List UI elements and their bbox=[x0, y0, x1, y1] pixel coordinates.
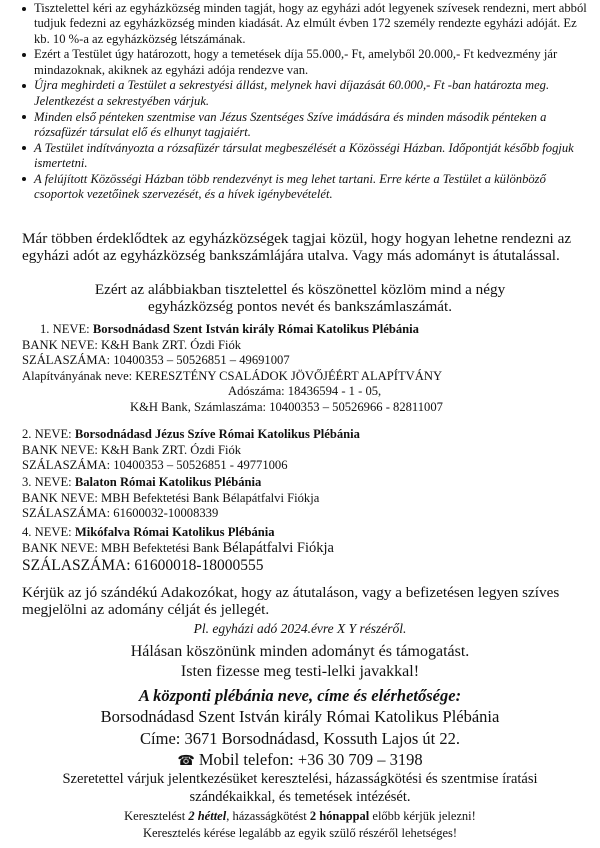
account-4 bbox=[22, 525, 592, 575]
bullet-icon bbox=[22, 177, 26, 181]
account-3-label: 3. NEVE: bbox=[22, 475, 75, 489]
intro-paragraph: Már többen érdeklődtek az egyházközségek tagjai közül, hogy hogyan lehetne rendezni az egyházi adót az egyházközség bankszámlájára utalva. Vagy más adományt is átutalással. bbox=[22, 230, 572, 264]
account-1-name-line bbox=[22, 322, 592, 338]
intro-centered-line-1: Ezért az alábbiakban tisztelettel és köszönettel közlöm mind a négy bbox=[94, 281, 506, 298]
account-2-name: Borsodnádasd Jézus Szíve Római Katolikus Plébánia bbox=[74, 427, 360, 441]
request-example: Pl. egyházi adó 2024.évre X Y részéről. bbox=[193, 621, 407, 636]
account-3-name-line bbox=[22, 475, 592, 491]
announcement-text: Minden első pénteken szentmise van Jézus Szentséges Szíve imádására és minden második pénteken a rózsafüzér társulat elő és elhunyt tagjaiért. bbox=[34, 109, 547, 139]
announcement-item bbox=[0, 47, 600, 78]
account-1-bank: BANK NEVE: K&H Bank ZRT. Ózdi Fiók bbox=[22, 337, 242, 352]
notice-text: Keresztelést bbox=[124, 809, 189, 823]
thanks-line-2: Isten fizesse meg testi-lelki javakkal! bbox=[180, 663, 420, 680]
account-3-name: Balaton Római Katolikus Plébánia bbox=[74, 475, 262, 489]
account-2-name-line bbox=[22, 427, 592, 443]
closing-line-2: szándékaikkal, és temetések intézését. bbox=[189, 789, 411, 805]
request-paragraph: Kérjük az jó szándékú Adakozókat, hogy az átutaláson, vagy a befizetésen legyen szíves megjelölni az adomány célját és jellegét. bbox=[22, 584, 560, 618]
announcement-item bbox=[0, 172, 600, 203]
closing-line-4: Keresztelés kérése legalább az egyik szülő részéről lehetséges! bbox=[142, 826, 458, 840]
account-3-bank: BANK NEVE: MBH Befektetési Bank Bélapátfalvi Fiókja bbox=[22, 490, 320, 505]
account-2-label: 2. NEVE: bbox=[22, 427, 75, 441]
notice-baptism-lead-time: 2 héttel bbox=[188, 809, 227, 823]
bullet-icon bbox=[22, 146, 26, 150]
bullet-icon bbox=[22, 115, 26, 119]
announcement-list bbox=[0, 1, 600, 203]
announcement-item bbox=[0, 141, 600, 172]
account-1-number: SZÁLASZÁMA: 10400353 – 50526851 – 49691007 bbox=[22, 353, 290, 368]
bullet-icon bbox=[22, 53, 26, 57]
phone-icon: ☎ bbox=[177, 753, 195, 769]
contact-parish-name: Borsodnádasd Szent István király Római Katolikus Plébánia bbox=[100, 707, 500, 726]
announcement-item bbox=[0, 1, 600, 47]
account-4-bank-branch: Bélapátfalvi Fiókja bbox=[222, 539, 334, 556]
closing-notice bbox=[0, 809, 600, 824]
account-4-bank-prefix: BANK NEVE: MBH Befektetési Bank bbox=[22, 540, 223, 555]
contact-address: Címe: 3671 Borsodnádasd, Kossuth Lajos út 22. bbox=[140, 729, 460, 748]
foundation-name: Alapítványának neve: KERESZTÉNY CSALÁDOK JÖVŐJÉÉRT ALAPÍTVÁNY bbox=[22, 368, 443, 383]
announcement-text: Újra meghirdeti a Testület a sekrestyési állást, melynek havi díjazását 60.000,- Ft -ban határozta meg. Jelentkezést a sekrestyében várjuk. bbox=[34, 78, 550, 108]
bullet-icon bbox=[22, 84, 26, 88]
contact-phone: Mobil telefon: +36 30 709 – 3198 bbox=[198, 750, 423, 769]
announcement-text: Tisztelettel kéri az egyházközség minden tagját, hogy az egyházi adót legyenek szívesek rendezni, mert abból tudjuk fedezni az egyházközség minden kiadását. Az elmúlt évben 172 személy rendezte egyházi adóját. Ez kb. 10 %-a az egyházközség létszámának. bbox=[34, 1, 587, 46]
account-4-label: 4. NEVE: bbox=[22, 525, 75, 539]
contact-heading: A központi plébánia neve, címe és elérhetősége: bbox=[138, 686, 462, 705]
account-2-number: SZÁLASZÁMA: 10400353 – 50526851 - 49771006 bbox=[22, 458, 288, 473]
account-4-name-line bbox=[22, 525, 592, 541]
account-4-number: SZÁLASZÁMA: 61600018-18000555 bbox=[22, 557, 264, 575]
bullet-icon bbox=[22, 7, 26, 11]
thanks-line-1: Hálásan köszönünk minden adományt és támogatást. bbox=[130, 643, 470, 660]
announcement-text: Ezért a Testület úgy határozott, hogy a temetések díja 55.000,- Ft, amelyből 20.000,- Ft kedvezmény jár mindazoknak, akiknek az egyházi adója rendezve van. bbox=[34, 47, 558, 77]
announcement-item bbox=[0, 110, 600, 141]
announcement-text: A Testület indítványozta a rózsafüzér társulat megbeszélését a Közösségi Házban. Időpontját később fogjuk ismertetni. bbox=[34, 140, 574, 170]
contact-phone-line bbox=[0, 750, 600, 770]
account-3 bbox=[22, 475, 592, 522]
account-1-label: 1. NEVE: bbox=[40, 322, 93, 336]
account-4-bank bbox=[22, 541, 592, 557]
closing-line-1: Szeretettel várjuk jelentkezésüket keresztelési, házasságkötési és szentmise íratási bbox=[62, 771, 538, 787]
notice-text: előbb kérjük jelezni! bbox=[369, 809, 476, 823]
account-1 bbox=[22, 322, 592, 416]
account-1-name: Borsodnádasd Szent István király Római Katolikus Plébánia bbox=[92, 322, 419, 336]
announcement-text: A felújított Közösségi Házban több rendezvényt is meg lehet tartani. Erre kérte a Testület a különböző csoportok vezetőinek szervezését, és a hívek igénybevételét. bbox=[34, 171, 546, 202]
notice-wedding-lead-time: 2 hónappal bbox=[309, 809, 370, 823]
account-4-name: Mikófalva Római Katolikus Plébánia bbox=[74, 525, 275, 539]
intro-centered-line-2: egyházközség pontos nevét és bankszámlaszámát. bbox=[147, 298, 453, 315]
account-2 bbox=[22, 427, 592, 474]
announcement-item bbox=[0, 78, 600, 109]
foundation-account: K&H Bank, Számlaszáma: 10400353 – 50526966 - 82811007 bbox=[130, 399, 443, 414]
notice-text: , házasságkötést bbox=[226, 809, 310, 823]
account-2-bank: BANK NEVE: K&H Bank ZRT. Ózdi Fiók bbox=[22, 442, 242, 457]
foundation-tax-number: Adószáma: 18436594 - 1 - 05, bbox=[228, 384, 382, 399]
account-3-number: SZÁLASZÁMA: 61600032-10008339 bbox=[22, 506, 219, 521]
